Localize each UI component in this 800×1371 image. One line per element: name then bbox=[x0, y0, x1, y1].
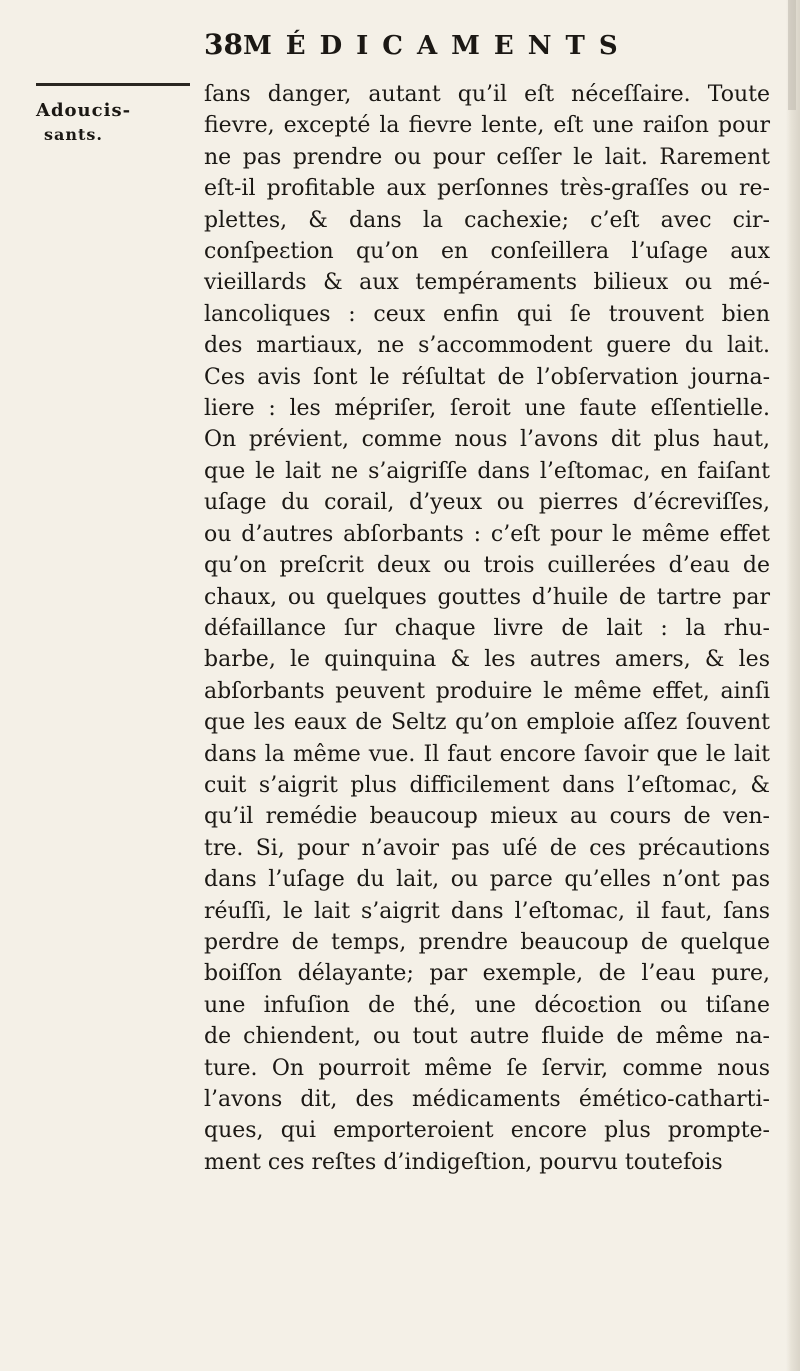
margin-note-line: Adoucis- bbox=[36, 100, 132, 121]
text-line: réuſſi, le lait s’aigrit dans l’eſtomac, il faut, ſans bbox=[204, 898, 770, 924]
text-line: eſt-il profitable aux perſonnes très-graſſes ou re- bbox=[204, 176, 770, 202]
text-line: une infuſion de thé, une décoɛtion ou tiſane bbox=[204, 992, 770, 1018]
text-line: boiſſon délayante; par exemple, de l’eau pure, bbox=[204, 961, 770, 987]
text-line: défaillance ſur chaque livre de lait : la rhu- bbox=[204, 615, 770, 641]
text-line: tre. Si, pour n’avoir pas uſé de ces précautions bbox=[204, 835, 770, 861]
text-line: chaux, ou quelques gouttes d’huile de tartre par bbox=[204, 584, 770, 610]
margin-rule bbox=[36, 83, 190, 86]
text-line: conſpeɛtion qu’on en conſeillera l’uſage aux bbox=[204, 239, 770, 265]
text-line: uſage du corail, d’yeux ou pierres d’écreviſſes, bbox=[204, 490, 770, 516]
text-line: On prévient, comme nous l’avons dit plus haut, bbox=[204, 427, 770, 453]
text-line: lancoliques : ceux enfin qui ſe trouvent bien bbox=[204, 301, 770, 327]
page-number: 38 bbox=[204, 28, 243, 61]
text-line: que le lait ne s’aigriſſe dans l’eſtomac, en faiſant bbox=[204, 458, 770, 484]
margin-note-line: sants. bbox=[44, 125, 103, 144]
text-line: ment ces reſtes d’indigeſtion, pourvu toutefois bbox=[204, 1149, 723, 1175]
text-line: des martiaux, ne s’accommodent guere du lait. bbox=[204, 333, 770, 359]
body-text bbox=[204, 79, 770, 1178]
text-line: ne pas prendre ou pour ceſſer le lait. Rarement bbox=[204, 144, 770, 170]
text-line: dans l’uſage du lait, ou parce qu’elles n’ont pas bbox=[204, 867, 770, 893]
text-line: dans la même vue. Il faut encore ſavoir que le lait bbox=[204, 741, 770, 767]
text-line: qu’on preſcrit deux ou trois cuillerées d’eau de bbox=[204, 553, 770, 579]
text-line: l’avons dit, des médicaments émético-catharti- bbox=[204, 1087, 770, 1112]
text-line: fievre, excepté la fievre lente, eſt une raiſon pour bbox=[204, 113, 770, 139]
running-title: MÉDICAMENTS bbox=[242, 31, 632, 61]
text-line: ſans danger, autant qu’il eſt néceſſaire. Toute bbox=[204, 82, 770, 107]
text-line: ou d’autres abſorbants : c’eſt pour le même effet bbox=[204, 521, 770, 547]
text-line: Ces avis ſont le réſultat de l’obſervation journa- bbox=[204, 364, 770, 390]
page-header bbox=[204, 28, 632, 78]
text-line: plettes, & dans la cachexie; c’eſt avec cir- bbox=[204, 207, 770, 233]
margin-note bbox=[36, 99, 196, 147]
text-line: ques, qui emporteroient encore plus prompte- bbox=[204, 1118, 770, 1144]
text-line: de chiendent, ou tout autre fluide de même na- bbox=[204, 1024, 770, 1050]
text-line: abſorbants peuvent produire le même effet, ainſi bbox=[204, 678, 770, 704]
text-line: cuit s’aigrit plus difficilement dans l’eſtomac, & bbox=[204, 772, 770, 798]
text-line: vieillards & aux tempéraments bilieux ou mé- bbox=[204, 270, 770, 296]
text-line: barbe, le quinquina & les autres amers, & les bbox=[204, 647, 770, 673]
text-line: liere : les mépriſer, ſeroit une faute eſſentielle. bbox=[204, 396, 770, 422]
text-line: ture. On pourroit même ſe ſervir, comme nous bbox=[204, 1055, 770, 1081]
text-line: perdre de temps, prendre beaucoup de quelque bbox=[204, 929, 770, 955]
page-edge bbox=[786, 0, 800, 1371]
text-line: que les eaux de Seltz qu’on emploie aſſez ſouvent bbox=[204, 710, 770, 736]
edge-shadow bbox=[788, 0, 796, 110]
text-line: qu’il remédie beaucoup mieux au cours de ven- bbox=[204, 804, 770, 830]
